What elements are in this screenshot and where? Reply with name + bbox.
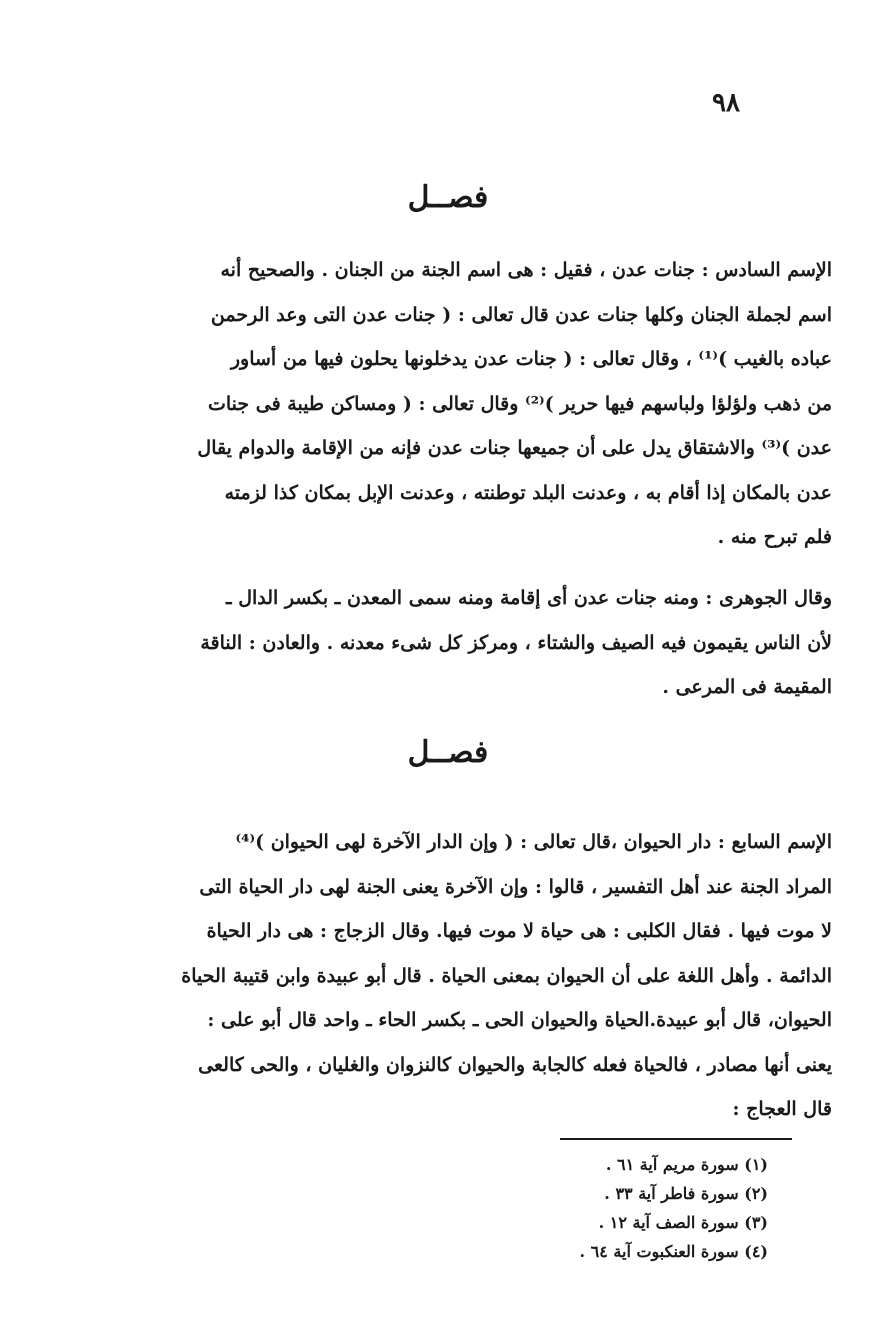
text-line: لأن الناس يقيمون فيه الصيف والشتاء ، ومركز كل شىء معدنه . والعادن : الناقة [200, 631, 832, 654]
text-line: عدن )⁽³⁾ والاشتقاق يدل على أن جميعها جنات عدن فإنه من الإقامة والدوام يقال [197, 437, 832, 459]
text-line: الدائمة . وأهل اللغة على أن الحيوان بمعنى الحياة . قال أبو عبيدة وابن قتيبة الحياة [181, 964, 832, 987]
paragraph-jannat-adn [108, 248, 832, 560]
text-line: عباده بالغيب )⁽¹⁾ ، وقال تعالى : ( جنات عدن يدخلونها يحلون فيها من أساور [230, 348, 832, 370]
text-line: لا موت فيها . فقال الكلبى : هى حياة لا موت فيها. وقال الزجاج : هى دار الحياة [206, 920, 832, 942]
text-line: يعنى أنها مصادر ، فالحياة فعله كالجابة والحيوان كالنزوان والغليان ، والحى كالعى [198, 1053, 832, 1076]
footnote: (١) سورة مريم آية ٦١ . [605, 1155, 768, 1174]
text-line: وقال الجوهرى : ومنه جنات عدن أى إقامة ومنه سمى المعدن ـ بكسر الدال ـ [226, 587, 832, 609]
text-line: المقيمة فى المرعى . [662, 676, 832, 698]
text-line: الحيوان، قال أبو عبيدة.الحياة والحيوان الحى ـ بكسر الحاء ـ واحد قال أبو على : [207, 1009, 832, 1031]
paragraph-jawhari [108, 576, 832, 710]
text-line: المراد الجنة عند أهل التفسير ، قالوا : وإن الآخرة يعنى الجنة لهى دار الحياة التى [199, 875, 832, 898]
footnote-divider [560, 1138, 792, 1140]
section-heading: فصــل [407, 180, 489, 215]
text-line: من ذهب ولؤلؤا ولباسهم فيها حرير )⁽²⁾ وقال تعالى : ( ومساكن طيبة فى جنات [207, 392, 832, 415]
text-line: الإسم السابع : دار الحيوان ،قال تعالى : ( وإن الدار الآخرة لهى الحيوان )⁽⁴⁾ [235, 831, 832, 853]
paragraph-dar-al-hayawan [108, 820, 832, 1132]
text-line: اسم لجملة الجنان وكلها جنات عدن قال تعالى : ( جنات عدن التى وعد الرحمن [210, 303, 832, 326]
page-number: ٩٨ [712, 88, 740, 118]
text-line: فلم تبرح منه . [717, 526, 832, 548]
footnote: (٣) سورة الصف آية ١٢ . [598, 1213, 768, 1232]
section-heading: فصــل [407, 735, 489, 770]
footnote: (٢) سورة فاطر آية ٣٣ . [604, 1184, 768, 1203]
text-line: قال العجاج : [732, 1098, 832, 1120]
footnotes [420, 1150, 768, 1266]
text-line: الإسم السادس : جنات عدن ، فقيل : هى اسم الجنة من الجنان . والصحيح أنه [220, 259, 832, 281]
text-line: عدن بالمكان إذا أقام به ، وعدنت البلد توطنته ، وعدنت الإبل بمكان كذا لزمته [224, 481, 832, 504]
footnote: (٤) سورة العنكبوت آية ٦٤ . [579, 1242, 768, 1261]
